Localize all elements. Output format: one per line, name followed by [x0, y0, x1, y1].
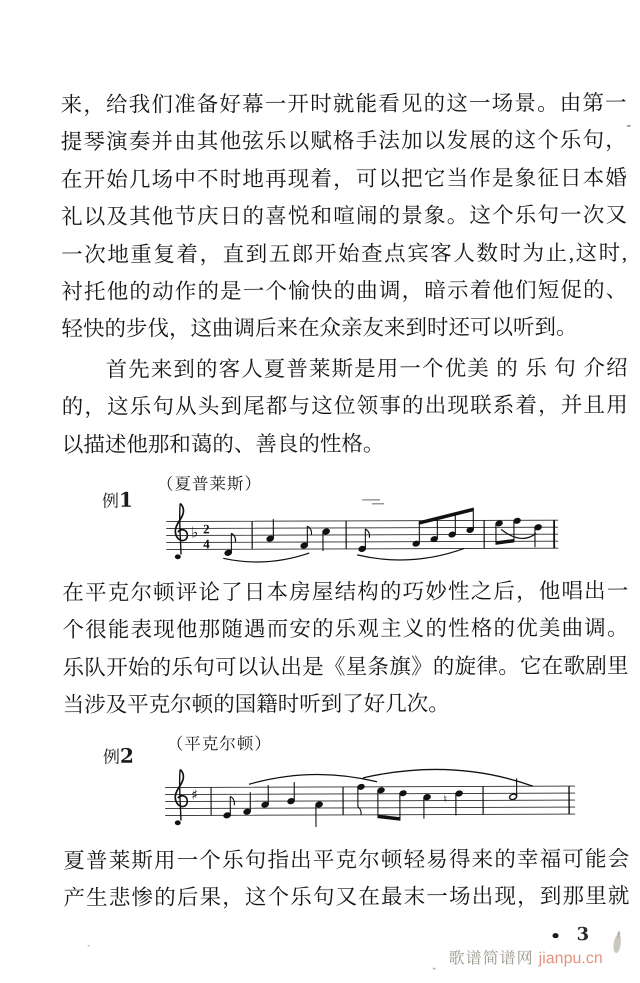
treble-clef-icon: [175, 769, 188, 825]
paragraph-3: [62, 573, 629, 725]
watermark-site-name: 歌谱简谱网: [448, 950, 534, 968]
paragraph-2: [62, 350, 628, 464]
sharp-accidental-icon: ♯: [191, 787, 198, 804]
paragraph-1: [61, 85, 628, 349]
paragraph-4: [63, 841, 629, 918]
flat-accidental-icon: ♭: [191, 523, 199, 542]
example-2-notation: [165, 758, 579, 845]
text-line: 在开始几场中不时地再现着，可以把它当作是象征日本婚: [60, 165, 627, 192]
example-label-prefix: 例: [102, 491, 120, 511]
text-line: 以描述他那和蔼的、善良的性格。: [61, 431, 385, 457]
text-line: 首先来到的客人夏普莱斯是用一个优美 的 乐 句 介绍: [105, 355, 628, 382]
text-line: 的，这乐句从头到尾都与这位领事的出现联系着，并且用: [61, 393, 628, 420]
scan-mark: [362, 500, 384, 504]
ink-smudge: [612, 935, 622, 954]
time-signature-top: 2: [203, 521, 210, 537]
text-line: 当涉及平克尔顿的国籍时听到了好几次。: [62, 691, 450, 718]
example-label-prefix: 例: [102, 747, 120, 767]
text-line: 提琴演奏并由其他弦乐以赋格手法加以发展的这个乐句，: [60, 128, 627, 155]
example-1-notation: [166, 496, 562, 571]
notes: [211, 778, 569, 827]
text-line: 一次地重复着，直到五郎开始查点宾客人数时为止,这时,: [61, 240, 628, 267]
page-number-bullet: [553, 933, 559, 938]
page-number: 3: [576, 924, 590, 946]
text-line: 乐队开始的乐句可以认出是《星条旗》的旋律。它在歌剧里: [62, 653, 629, 680]
example-label-number: 2: [119, 743, 134, 768]
example-label-number: 1: [118, 487, 133, 512]
treble-clef-icon: [175, 503, 188, 559]
text-line: 来，给我们准备好幕一开时就能看见的这一场景。由第一: [60, 90, 627, 117]
watermark-domain: jianpu.cn: [538, 950, 603, 968]
example-1-label: [102, 487, 133, 512]
text-line: 夏普莱斯用一个乐句指出平克尔顿轻易得来的幸福可能会: [63, 846, 630, 873]
slurs: [249, 769, 533, 787]
time-signature-bottom: 4: [203, 536, 210, 552]
text-line: 产生悲惨的后果，这个乐句又在最末一场出现，到那里就: [63, 884, 630, 911]
scan-speck: [433, 968, 436, 970]
natural-accidental-icon: ♮: [443, 792, 448, 806]
scan-speck: [627, 125, 631, 127]
example-2-caption: （平克尔顿）: [166, 734, 272, 754]
staff-lines: [165, 786, 575, 815]
watermark: [449, 945, 603, 969]
example-1-caption: （夏普莱斯）: [156, 474, 263, 494]
text-line: 衬托他的动作的是一个愉快的曲调，暗示着他们短促的、: [61, 277, 628, 304]
text-line: 个很能表现他那随遇而安的乐观主义的性格的优美曲调。: [62, 616, 629, 643]
scan-speck: [88, 945, 90, 947]
example-2-label: [103, 743, 134, 768]
text-line: 在平克尔顿评论了日本房屋结构的巧妙性之后，他唱出一: [62, 578, 629, 605]
text-line: 轻快的步伐，这曲调后来在众亲友来到时还可以听到。: [61, 315, 578, 342]
text-line: 礼以及其他节庆日的喜悦和喧闹的景象。这个乐句一次又: [61, 203, 628, 230]
